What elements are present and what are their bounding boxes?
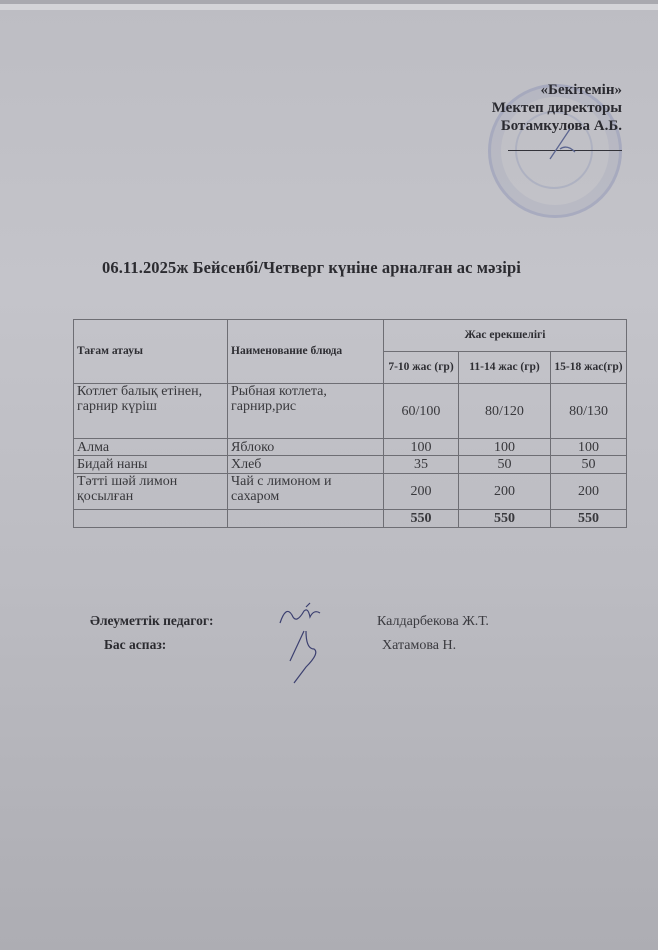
head-cook-role: Бас аспаз:	[104, 637, 167, 652]
table-row	[74, 456, 627, 474]
cell-name-ru: Яблоко	[228, 439, 384, 456]
cell-15-18: 200	[551, 474, 627, 510]
cell-name-kz: Котлет балық етінен, гарнир күріш	[74, 384, 228, 439]
table-row	[74, 439, 627, 456]
cell-15-18: 50	[551, 456, 627, 474]
cell-name-kz: Алма	[74, 439, 228, 456]
menu-table	[73, 319, 627, 528]
header-age-7-10: 7-10 жас (гр)	[384, 352, 459, 384]
social-pedagogue-name: Калдарбекова Ж.Т.	[377, 614, 489, 629]
approval-director-name: Ботамкулова А.Б.	[500, 118, 622, 134]
head-cook-name: Хатамова Н.	[382, 638, 457, 653]
cell-11-14: 200	[459, 474, 551, 510]
cell-name-ru: Чай с лимоном и сахаром	[228, 474, 384, 510]
cell-name-ru: Рыбная котлета, гарнир,рис	[228, 384, 384, 439]
header-name-kz: Тағам атауы	[74, 320, 228, 384]
cell-15-18: 80/130	[551, 384, 627, 439]
paper-top-edge	[0, 4, 658, 10]
approval-heading: «Бекітемін»	[540, 82, 622, 98]
cell-name-kz: Бидай наны	[74, 456, 228, 474]
cell-15-18: 100	[551, 439, 627, 456]
cell-name-ru: Хлеб	[228, 456, 384, 474]
header-age-11-14: 11-14 жас (гр)	[459, 352, 551, 384]
cell-11-14: 50	[459, 456, 551, 474]
handwritten-signature-icon	[276, 601, 336, 686]
director-signature-icon	[545, 124, 585, 164]
cell-empty	[74, 510, 228, 528]
cell-11-14: 80/120	[459, 384, 551, 439]
social-pedagogue-role: Әлеуметтік педагог:	[90, 613, 214, 628]
table-row	[74, 384, 627, 439]
total-11-14: 550	[459, 510, 551, 528]
table-header-row	[74, 320, 627, 352]
cell-empty	[228, 510, 384, 528]
menu-title: 06.11.2025ж Бейсенбі/Четверг күніне арналған ас мәзірі	[102, 258, 521, 277]
total-7-10: 550	[384, 510, 459, 528]
paper-sheet	[0, 4, 658, 950]
cell-name-kz: Тәтті шәй лимон қосылған	[74, 474, 228, 510]
cell-7-10: 100	[384, 439, 459, 456]
header-age-group: Жас ерекшелігі	[384, 320, 627, 352]
cell-11-14: 100	[459, 439, 551, 456]
header-age-15-18: 15-18 жас(гр)	[551, 352, 627, 384]
table-row	[74, 474, 627, 510]
signatures-block	[90, 611, 540, 691]
table-total-row	[74, 510, 627, 528]
cell-7-10: 200	[384, 474, 459, 510]
total-15-18: 550	[551, 510, 627, 528]
cell-7-10: 60/100	[384, 384, 459, 439]
cell-7-10: 35	[384, 456, 459, 474]
approval-position: Мектеп директоры	[491, 100, 622, 116]
header-name-ru: Наименование блюда	[228, 320, 384, 384]
